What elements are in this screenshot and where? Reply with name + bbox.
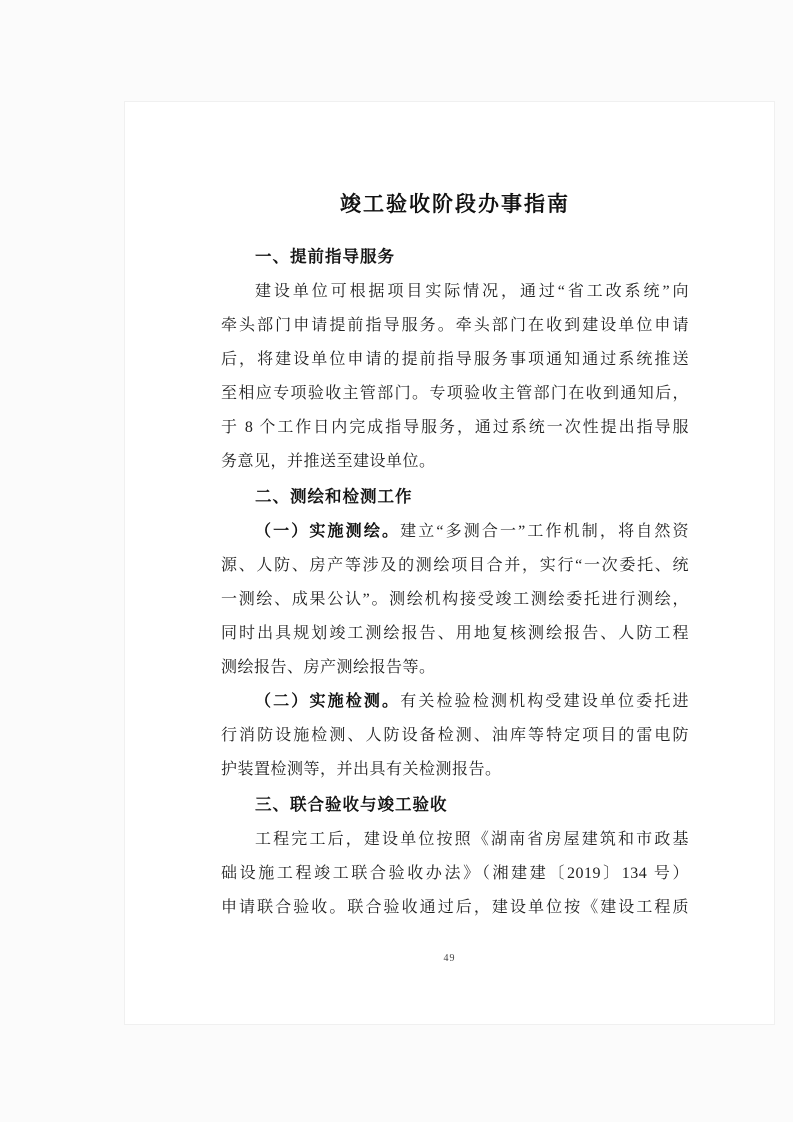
body-line-text: 有关检验检测机构受建设单位委托进	[400, 693, 689, 710]
document-content	[221, 102, 689, 925]
section-2-paragraph-2	[221, 685, 689, 787]
section-3-heading: 三、联合验收与竣工验收	[255, 796, 448, 814]
page-title: 竣工验收阶段办事指南	[340, 193, 570, 216]
body-line: 建设单位可根据项目实际情况，通过“省工改系统”向	[255, 283, 689, 300]
body-line: 牵头部门申请提前指导服务。牵头部门在收到建设单位申请	[221, 317, 689, 334]
body-line: 工程完工后，建设单位按照《湖南省房屋建筑和市政基	[255, 831, 689, 848]
section-1-paragraph-1	[221, 275, 689, 479]
section-1-heading: 一、提前指导服务	[255, 248, 395, 266]
body-line: 务意见，并推送至建设单位。	[221, 453, 436, 470]
body-line: 护装置检测等，并出具有关检测报告。	[221, 761, 502, 778]
section-2-heading: 二、测绘和检测工作	[255, 488, 413, 506]
body-line: 于 8 个工作日内完成指导服务，通过系统一次性提出指导服	[221, 419, 689, 436]
section-3-paragraph-1	[221, 823, 689, 925]
section-2-paragraph-1	[221, 515, 689, 685]
body-line: 源、人防、房产等涉及的测绘项目合并，实行“一次委托、统	[221, 557, 689, 574]
body-line: 行消防设施检测、人防设备检测、油库等特定项目的雷电防	[221, 727, 689, 744]
document-sheet	[124, 101, 775, 1025]
body-line	[221, 685, 689, 719]
page-number: 49	[443, 953, 456, 964]
bold-lead: （二）实施检测。	[255, 693, 401, 710]
body-line: 础设施工程竣工联合验收办法》（湘建建〔2019〕134 号）	[221, 865, 689, 882]
body-line: 后，将建设单位申请的提前指导服务事项通知通过系统推送	[221, 351, 689, 368]
body-line: 至相应专项验收主管部门。专项验收主管部门在收到通知后，	[221, 385, 689, 402]
bold-lead: （一）实施测绘。	[255, 523, 401, 540]
body-line: 申请联合验收。联合验收通过后，建设单位按《建设工程质	[221, 899, 689, 916]
body-line: 同时出具规划竣工测绘报告、用地复核测绘报告、人防工程	[221, 625, 689, 642]
body-line: 测绘报告、房产测绘报告等。	[221, 659, 436, 676]
body-line-text: 建立“多测合一”工作机制，将自然资	[400, 523, 689, 540]
body-line	[221, 515, 689, 549]
body-line: 一测绘、成果公认”。测绘机构接受竣工测绘委托进行测绘，	[221, 591, 689, 608]
